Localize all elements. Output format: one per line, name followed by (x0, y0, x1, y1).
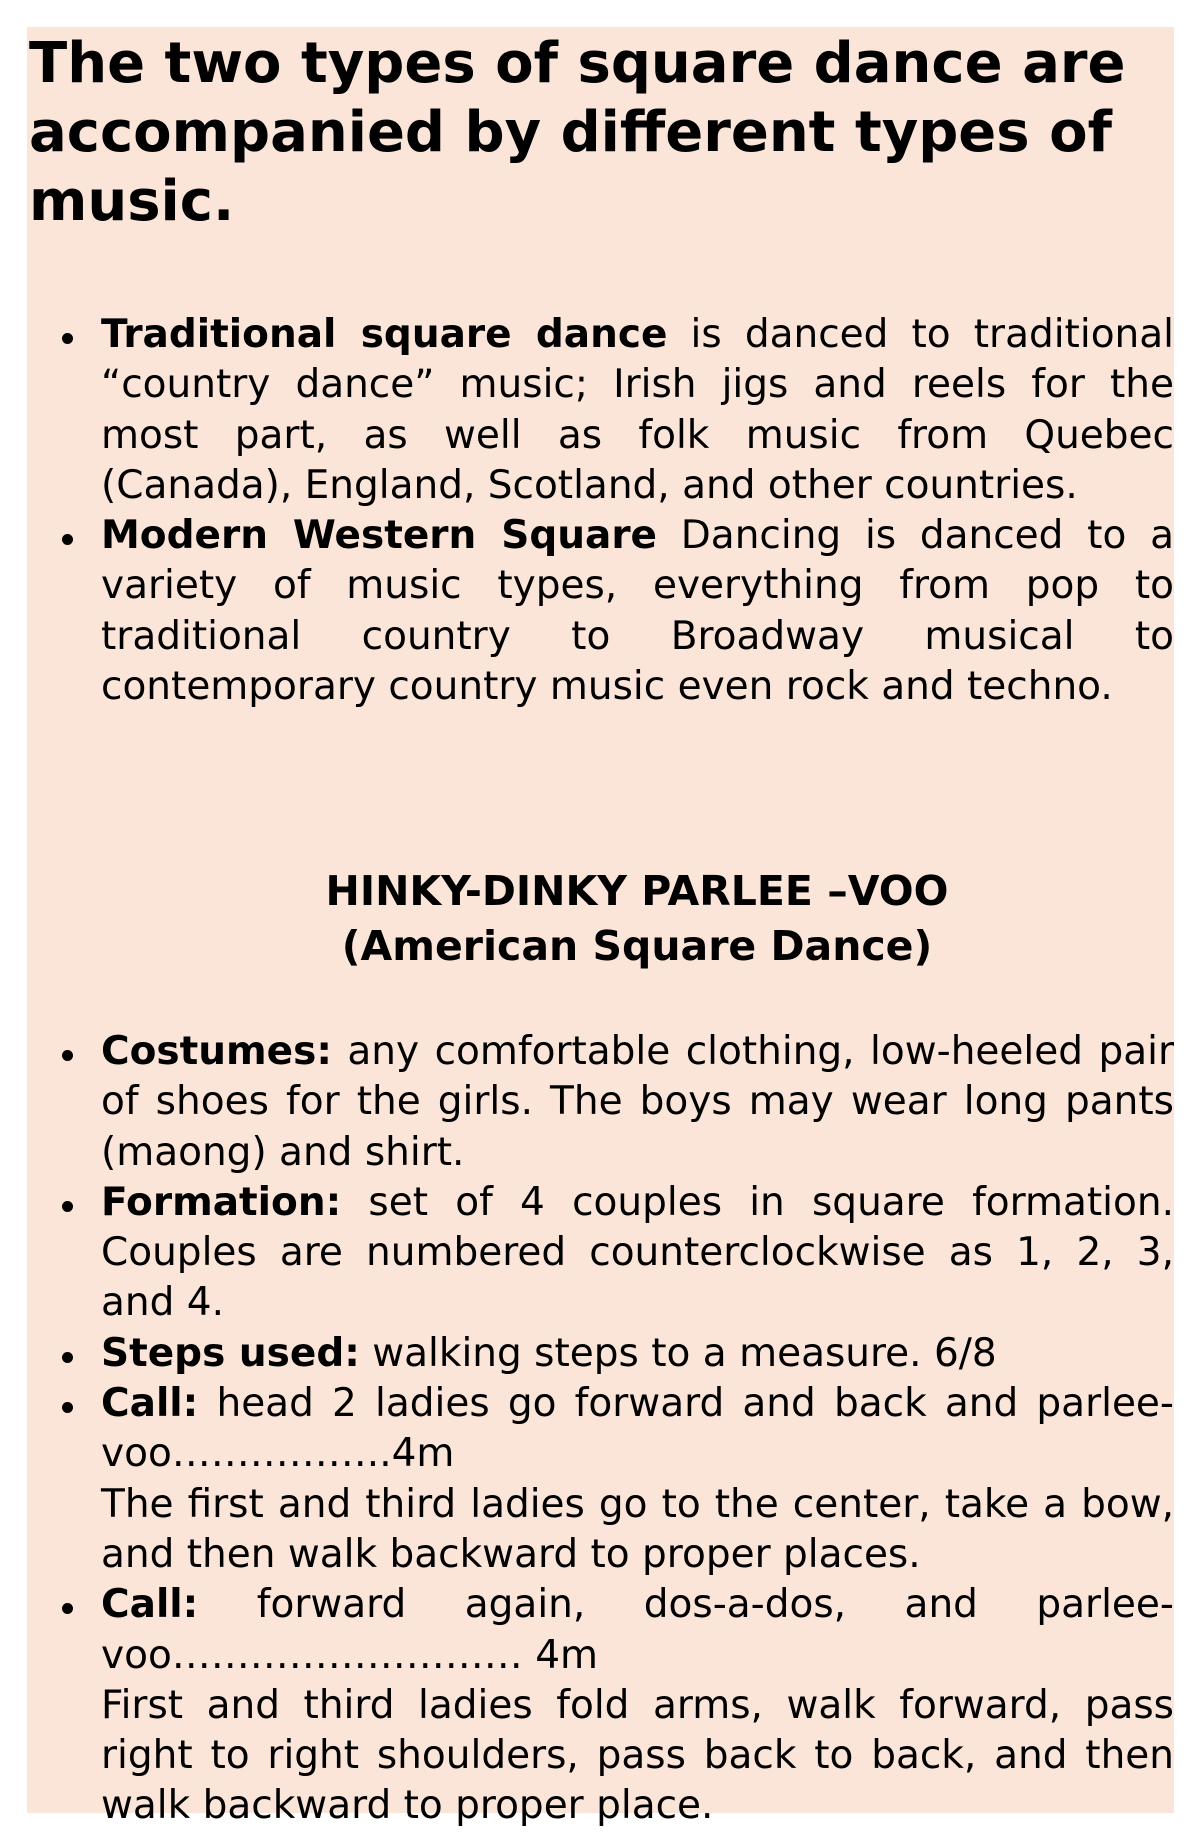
list-item (27, 511, 1174, 712)
list-item (27, 310, 1174, 511)
music-types-list (27, 310, 1174, 712)
item-text: walking steps to a measure. 6/8 (359, 1330, 997, 1376)
dance-title: HINKY-DINKY PARLEE –VOO (325, 867, 949, 915)
item-text: is danced to traditional “country dance” music; Irish jigs and reels for the most part, as well as folk music from Quebec (Canada), England, Scotland, and other countries. (101, 312, 1175, 508)
item-term: Call: (101, 1381, 199, 1427)
bullet-icon (62, 1050, 73, 1061)
page-panel (27, 27, 1175, 1829)
item-term: Steps used: (101, 1330, 360, 1376)
bullet-icon (62, 1402, 73, 1413)
page-heading: The two types of square dance are accompanied by different types of music. (29, 31, 1126, 234)
item-note: First and third ladies fold arms, walk forward, pass right to right shoulders, pass back to back, and then walk backward to proper place. (101, 1682, 1174, 1829)
dance-subtitle: (American Square Dance) (341, 922, 933, 970)
item-note: The first and third ladies go to the center, take a bow, and then walk backward to proper places. (101, 1481, 1174, 1577)
bullet-icon (62, 1201, 73, 1212)
dance-details-list (27, 1027, 1174, 1832)
item-text: head 2 ladies go forward and back and parlee-voo……………..4m (101, 1381, 1174, 1477)
item-text: any comfortable clothing, low-heeled pair of shoes for the girls. The boys may wear long pants (maong) and shirt. (101, 1029, 1174, 1175)
bullet-icon (62, 1352, 73, 1363)
item-text: forward again, dos-a-dos, and parlee-voo……………………… 4m (101, 1582, 1174, 1678)
item-term: Traditional square dance (101, 312, 668, 357)
item-term: Formation: (101, 1179, 342, 1225)
item-text: Dancing is danced to a variety of music types, everything from pop to traditional country to Broadway musical to contemporary country music even rock and techno. (101, 513, 1175, 710)
item-term: Call: (101, 1582, 199, 1628)
item-text: set of 4 couples in square formation. Couples are numbered counterclockwise as 1, 2, 3, and 4. (101, 1179, 1174, 1326)
list-item (27, 1379, 1174, 1580)
bullet-icon (62, 1603, 73, 1614)
item-term: Costumes: (101, 1029, 332, 1074)
list-item (27, 1027, 1174, 1178)
list-item (27, 1178, 1174, 1329)
list-item (27, 1329, 1174, 1379)
list-item (27, 1580, 1174, 1831)
item-term: Modern Western Square (101, 513, 658, 559)
bullet-icon (62, 534, 73, 545)
bullet-icon (62, 333, 73, 344)
